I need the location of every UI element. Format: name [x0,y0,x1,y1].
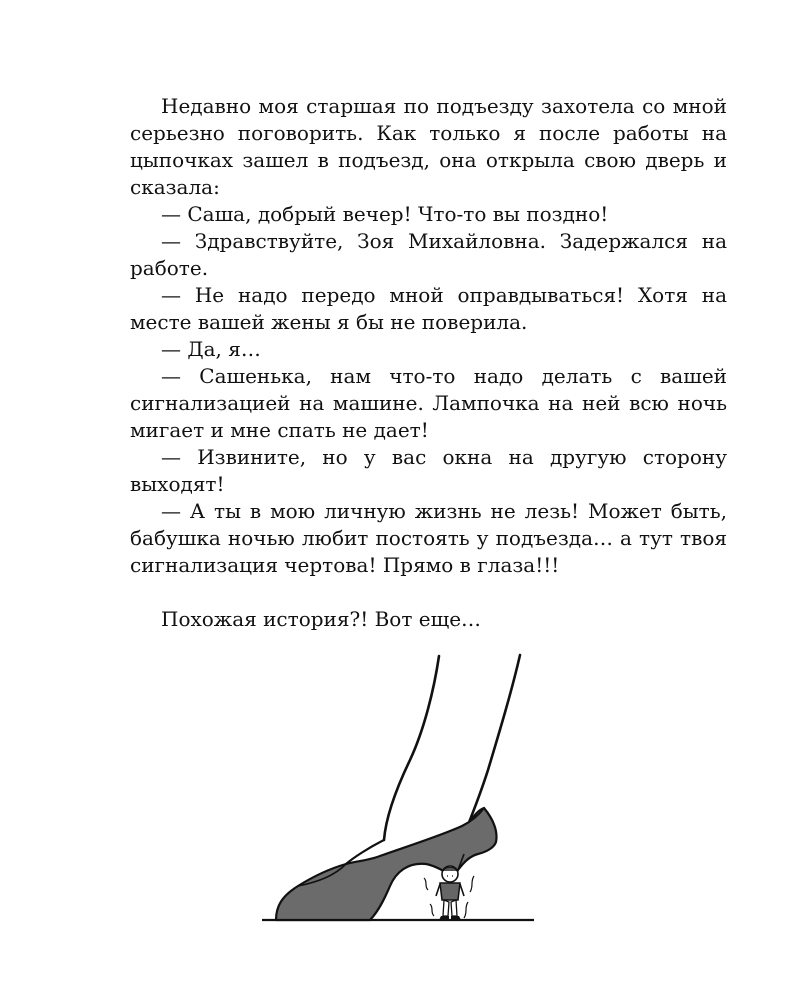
dialogue-line: — Извините, но у вас окна на другую сторону выходят! [130,445,727,496]
leg-back-outline [384,656,439,840]
dialogue-line: — Саша, добрый вечер! Что-то вы поздно! [161,202,609,226]
dialogue-line: — Да, я… [161,337,261,361]
paragraph-gap [130,579,727,606]
shake-mark-right [470,876,474,892]
paragraph: Недавно моя старшая по подъезду захотела со мной серьезно поговорить. Как только я после работы на цыпочках зашел в подъезд, она открыла свою дверь и сказала: [130,94,727,199]
cartoon-illustration [258,650,538,940]
story-text [130,93,727,633]
high-heel-cartoon [258,650,538,940]
dialogue-line: — Не надо передо мной оправдываться! Хотя на месте вашей жены я бы не поверила. [130,283,727,334]
leg-front-outline [468,655,520,825]
man-shirt [440,883,460,900]
shake-mark-left [424,878,428,890]
dialogue-line: — А ты в мою личную жизнь не лезь! Может быть, бабушка ночью любит постоять у подъезда… а тут твоя сигнализация чертова! Прямо в глаза!!! [130,499,727,577]
shake-mark-right-low [464,902,468,918]
closing-line: Похожая история?! Вот еще… [161,607,482,631]
small-man-figure [424,866,474,920]
dialogue-line: — Здравствуйте, Зоя Михайловна. Задержался на работе. [130,229,727,280]
shake-mark-left-low [430,904,434,916]
dialogue-line: — Сашенька, нам что-то надо делать с вашей сигнализацией на машине. Лампочка на ней всю ночь мигает и мне спать не дает! [130,364,727,442]
